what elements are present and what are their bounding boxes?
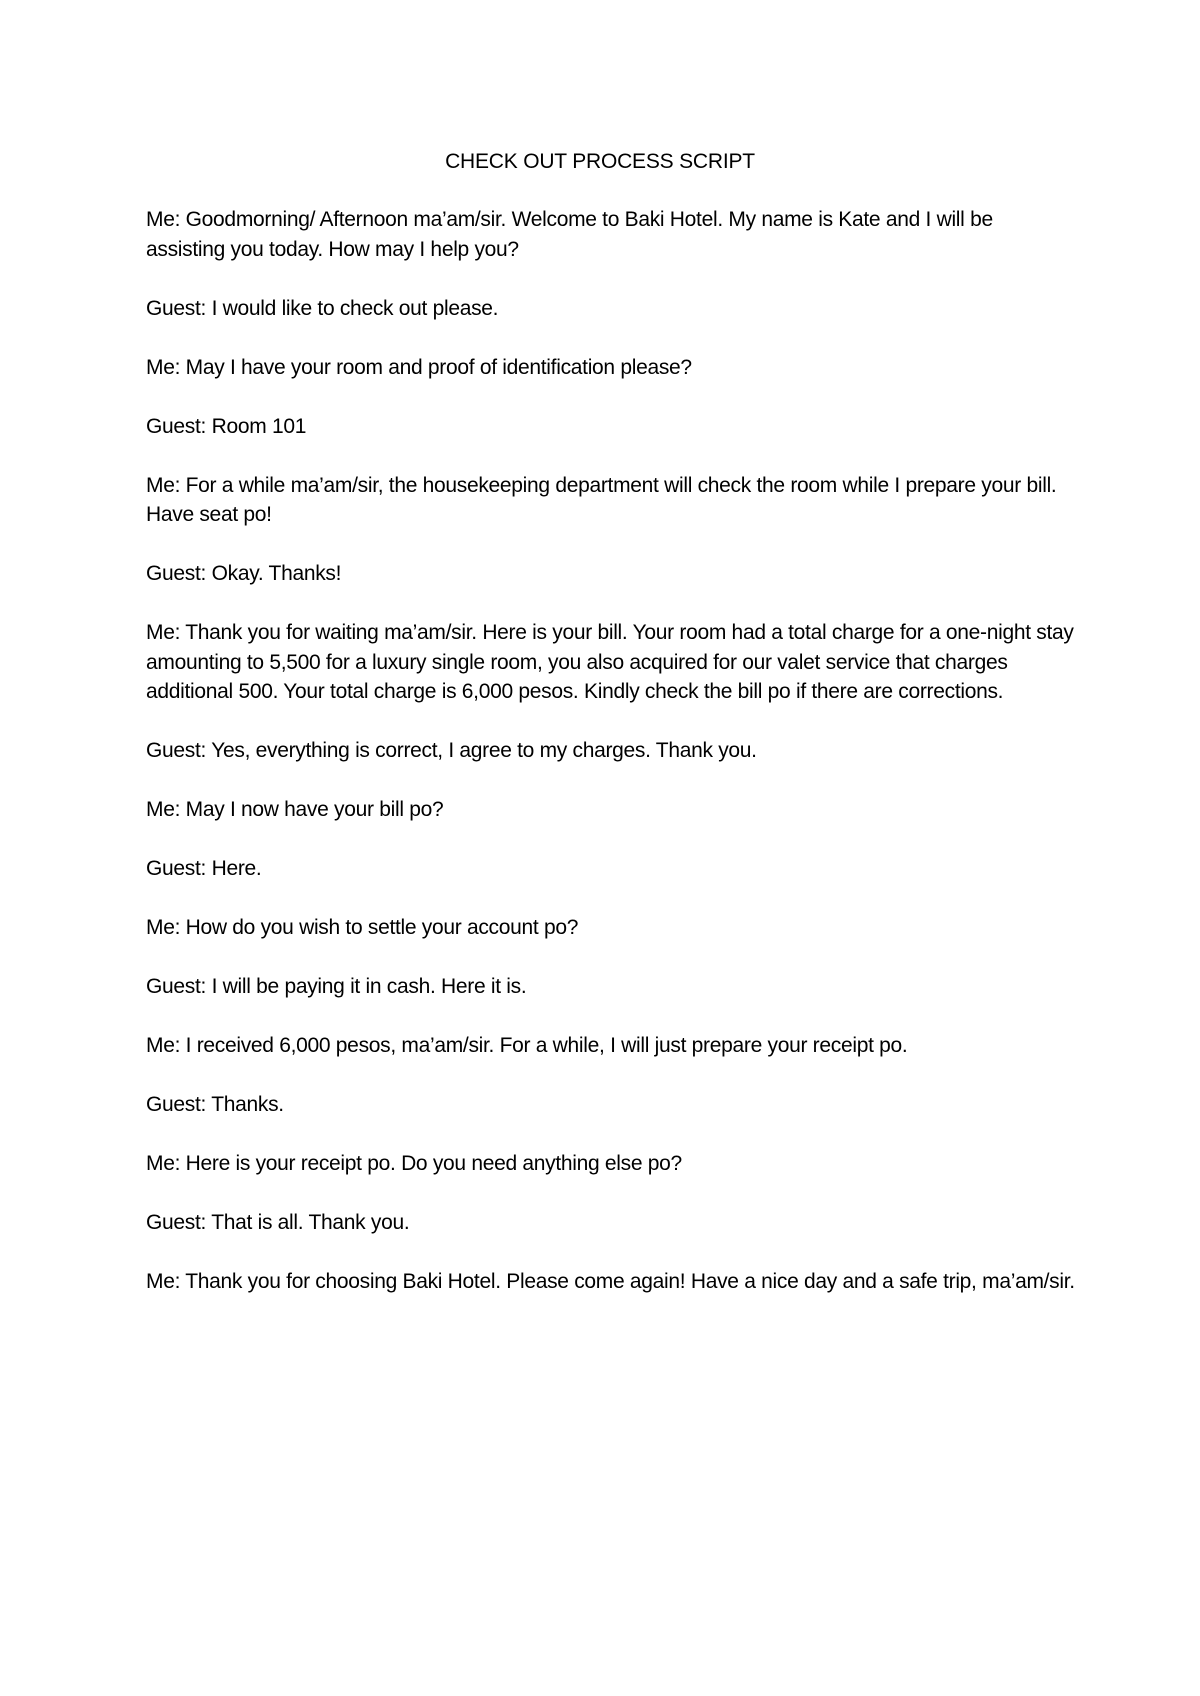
dialogue-line: Me: Here is your receipt po. Do you need anything else po?: [146, 1152, 682, 1175]
dialogue-script: [146, 205, 1076, 1326]
document-title: CHECK OUT PROCESS SCRIPT: [445, 150, 755, 173]
dialogue-line: Guest: I will be paying it in cash. Here it is.: [146, 975, 527, 998]
dialogue-line: Me: For a while ma’am/sir, the housekeeping department will check the room while I prepare your bill. Have seat po!: [146, 473, 1057, 526]
dialogue-line: Me: May I now have your bill po?: [146, 798, 444, 821]
dialogue-line: Me: Goodmorning/ Afternoon ma’am/sir. Welcome to Baki Hotel. My name is Kate and I will be assisting you today. How may I help you?: [146, 208, 993, 261]
dialogue-line: Guest: That is all. Thank you.: [146, 1211, 410, 1234]
dialogue-line: Me: May I have your room and proof of identification please?: [146, 355, 692, 379]
dialogue-line: Me: Thank you for waiting ma’am/sir. Here is your bill. Your room had a total charge for a one-night stay amounting to 5,500 for a luxury single room, you also acquired for our valet service that charges additional 500. Your total charge is 6,000 pesos. Kindly check the bill po if there are corrections.: [146, 621, 1074, 703]
dialogue-line: Guest: I would like to check out please.: [146, 296, 499, 320]
dialogue-line: Guest: Okay. Thanks!: [146, 562, 342, 585]
dialogue-line: Guest: Thanks.: [146, 1093, 284, 1116]
dialogue-line: Me: How do you wish to settle your account po?: [146, 916, 579, 939]
dialogue-line: Guest: Here.: [146, 857, 262, 880]
dialogue-line: Guest: Room 101: [146, 414, 307, 438]
dialogue-line: Me: I received 6,000 pesos, ma’am/sir. For a while, I will just prepare your receipt po.: [146, 1034, 908, 1057]
dialogue-line: Me: Thank you for choosing Baki Hotel. Please come again! Have a nice day and a safe trip, ma’am/sir.: [146, 1270, 1075, 1293]
dialogue-line: Guest: Yes, everything is correct, I agree to my charges. Thank you.: [146, 739, 757, 762]
